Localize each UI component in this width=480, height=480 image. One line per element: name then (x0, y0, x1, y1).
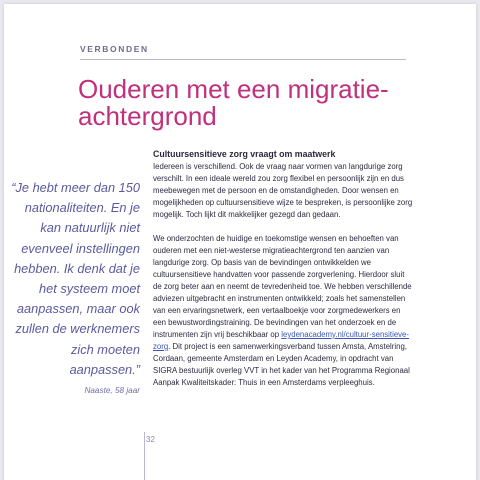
article-paragraph-2 (153, 233, 415, 389)
page-number: 32 (146, 435, 155, 444)
article-body (153, 148, 415, 401)
quote-attribution: Naaste, 58 jaar (84, 386, 140, 395)
resource-link[interactable]: leydenacademy.nl/cultuur-sensitieve-zorg (153, 330, 409, 351)
document-page (4, 4, 476, 480)
pull-quote: “Je hebt meer dan 150 nationaliteiten. En je kan natuurlijk niet evenveel instellingen hebben. Ik denk dat je het systeem moet aanpassen, maar ook zullen de werknemers zich moeten aanpassen.” (11, 180, 140, 377)
paragraph-2-text-start: We onderzochten de huidige en toekomstige wensen en behoeften van ouderen met een niet-westerse migratieachtergrond ten aanzien van langdurige zorg. Op basis van de bevindingen ontwikkelden we cultuursensitieve handvatten voor passende zorgverlening. Hierdoor sluit de zorg beter aan en neemt de tevredenheid toe. We hebben verschillende adviezen uitgebracht en instrumenten ontwikkeld; zoals het samenstellen van een ervaringsnetwerk, een vertaalboekje voor zorgmedewerkers en een bewustwordingstraining. De bevindingen van het onderzoek en de instrumenten zijn vrij beschikbaar op (153, 234, 412, 339)
page-title: Ouderen met een migratie-achtergrond (78, 74, 389, 131)
section-label: VERBONDEN (80, 44, 149, 54)
paragraph-2-text-end: . Dit project is een samenwerkingsverband tussen Amsta, Amstelring, Cordaan, gemeente Amsterdam en Leyden Academy, in opdracht van SIGRA bestuurlijk overleg VVT in het kader van het Programma Regionaal Aanpak Kwaliteitskader: Thuis in een Amsterdams verpleeghuis. (153, 342, 410, 387)
footer-divider (144, 432, 145, 480)
article-paragraph-1: Iedereen is verschillend. Ook de vraag naar vormen van langdurige zorg verschilt. In een ideale wereld zou zorg flexibel en persoonlijk zijn en dus meebewegen met de persoon en de omstandigheden. Door wensen en mogelijkheden op cultuursensitieve wijze te bespreken, is persoonlijke zorg mogelijk. Toch lijkt dit makkelijker gezegd dan gedaan. (153, 162, 413, 219)
article-heading: Cultuursensitieve zorg vraagt om maatwerk (153, 149, 336, 159)
section-divider (80, 59, 406, 60)
